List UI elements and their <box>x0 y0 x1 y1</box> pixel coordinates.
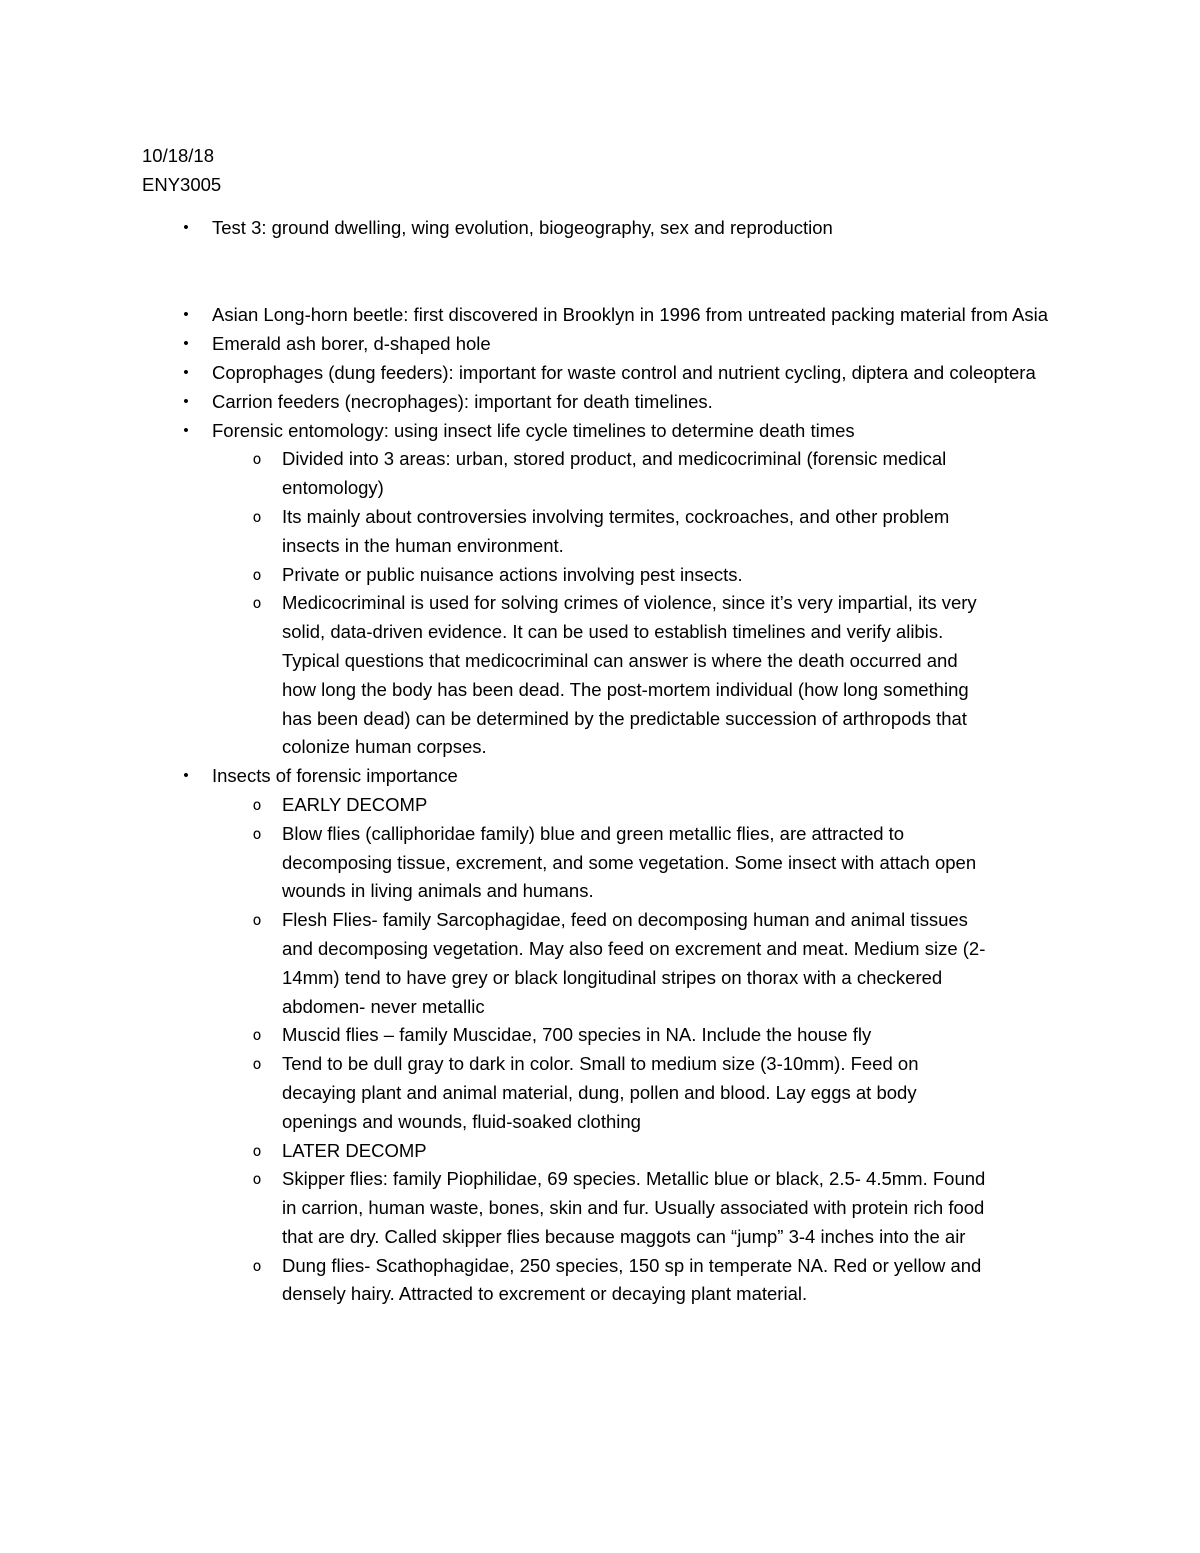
sublist-item <box>212 445 992 503</box>
list-item <box>142 214 1062 243</box>
sublist-item-text: Tend to be dull gray to dark in color. Small to medium size (3-10mm). Feed on decaying plant and animal material, dung, pollen and blood. Lay eggs at body openings and wounds, fluid-soaked clothing <box>282 1053 919 1132</box>
notes-list-main <box>142 301 1062 1309</box>
circle-bullet-icon: o <box>252 565 262 584</box>
sublist-item-text: Flesh Flies- family Sarcophagidae, feed on decomposing human and animal tissues and decomposing vegetation. May also feed on excrement and meat. Medium size (2-14mm) tend to have grey or black longitudinal stripes on thorax with a checkered abdomen- never metallic <box>282 909 986 1017</box>
list-item-text: Forensic entomology: using insect life cycle timelines to determine death times <box>212 419 855 441</box>
sublist-item <box>212 906 992 1021</box>
list-item <box>142 330 1062 359</box>
circle-bullet-icon: o <box>252 1141 262 1160</box>
note-date: 10/18/18 <box>142 145 215 166</box>
list-item <box>142 417 1062 763</box>
sublist-item <box>212 1137 992 1166</box>
list-item <box>142 301 1062 330</box>
circle-bullet-icon: o <box>252 507 262 526</box>
bullet-icon: • <box>183 306 189 324</box>
list-item-text: Emerald ash borer, d-shaped hole <box>212 333 491 355</box>
list-item-text: Insects of forensic importance <box>212 765 458 787</box>
sublist <box>212 445 1062 762</box>
sublist-item <box>212 1165 992 1251</box>
sublist-item-text: Blow flies (calliphoridae family) blue and green metallic flies, are attracted to decomposing tissue, excrement, and some vegetation. Some insect with attach open wounds in living animals and humans. <box>282 822 977 902</box>
sublist-item-text: Medicocriminal is used for solving crimes of violence, since it’s very impartial, its very solid, data-driven evidence. It can be used to establish timelines and verify alibis. Typical questions that medicocriminal can answer is where the death occurred and how long the body has been dead. The post-mortem individual (how long something has been dead) can be determined by the predictable succession of arthropods that colonize human corpses. <box>282 592 977 758</box>
list-item-text: Carrion feeders (necrophages): important for death timelines. <box>212 390 713 412</box>
course-code: ENY3005 <box>142 173 222 195</box>
sublist-item-text: Muscid flies – family Muscidae, 700 species in NA. Include the house fly <box>282 1024 872 1046</box>
sublist-item <box>212 1050 992 1136</box>
circle-bullet-icon: o <box>252 1170 262 1189</box>
sublist-item-text: Skipper flies: family Piophilidae, 69 species. Metallic blue or black, 2.5- 4.5mm. Found in carrion, human waste, bones, skin and fur. Usually associated with protein rich food that are dry. Called skipper flies because maggots can “jump” 3-4 inches into the air <box>282 1168 986 1247</box>
sublist-item <box>212 561 992 590</box>
circle-bullet-icon: o <box>252 795 262 814</box>
sublist-item <box>212 589 992 762</box>
circle-bullet-icon: o <box>252 450 262 469</box>
document-body <box>142 142 1062 1309</box>
bullet-icon: • <box>183 767 189 785</box>
list-item-text: Asian Long-horn beetle: first discovered in Brooklyn in 1996 from untreated packing material from Asia <box>212 304 1049 326</box>
sublist-item <box>212 1021 992 1050</box>
bullet-icon: • <box>183 421 189 439</box>
sublist-item-text: Dung flies- Scathophagidae, 250 species, 150 sp in temperate NA. Red or yellow and densely hairy. Attracted to excrement or decaying plant material. <box>282 1254 982 1305</box>
blank-gap <box>142 242 1062 301</box>
sublist-item <box>212 1252 992 1310</box>
circle-bullet-icon: o <box>252 1055 262 1074</box>
sublist <box>212 791 1062 1309</box>
list-item-text: Coprophages (dung feeders): important for waste control and nutrient cycling, diptera and coleoptera <box>212 361 1036 383</box>
notes-list <box>142 214 1062 243</box>
bullet-icon: • <box>183 218 189 236</box>
circle-bullet-icon: o <box>252 824 262 843</box>
list-item <box>142 388 1062 417</box>
sublist-item <box>212 503 992 561</box>
list-item <box>142 762 1062 1309</box>
list-item-text: Test 3: ground dwelling, wing evolution, biogeography, sex and reproduction <box>212 216 833 238</box>
bullet-icon: • <box>183 392 189 410</box>
list-item <box>142 359 1062 388</box>
sublist-item-text: Its mainly about controversies involving termites, cockroaches, and other problem insects in the human environment. <box>282 505 950 556</box>
circle-bullet-icon: o <box>252 911 262 930</box>
sublist-item-text: Private or public nuisance actions involving pest insects. <box>282 563 743 585</box>
sublist-item <box>212 791 992 820</box>
bullet-icon: • <box>183 335 189 353</box>
sublist-item-text: EARLY DECOMP <box>282 793 428 815</box>
circle-bullet-icon: o <box>252 1026 262 1045</box>
circle-bullet-icon: o <box>252 594 262 613</box>
sublist-item-text: Divided into 3 areas: urban, stored product, and medicocriminal (forensic medical entomology) <box>282 448 947 499</box>
sublist-item-text: LATER DECOMP <box>282 1139 427 1161</box>
circle-bullet-icon: o <box>252 1256 262 1275</box>
sublist-item <box>212 820 992 906</box>
bullet-icon: • <box>183 363 189 381</box>
